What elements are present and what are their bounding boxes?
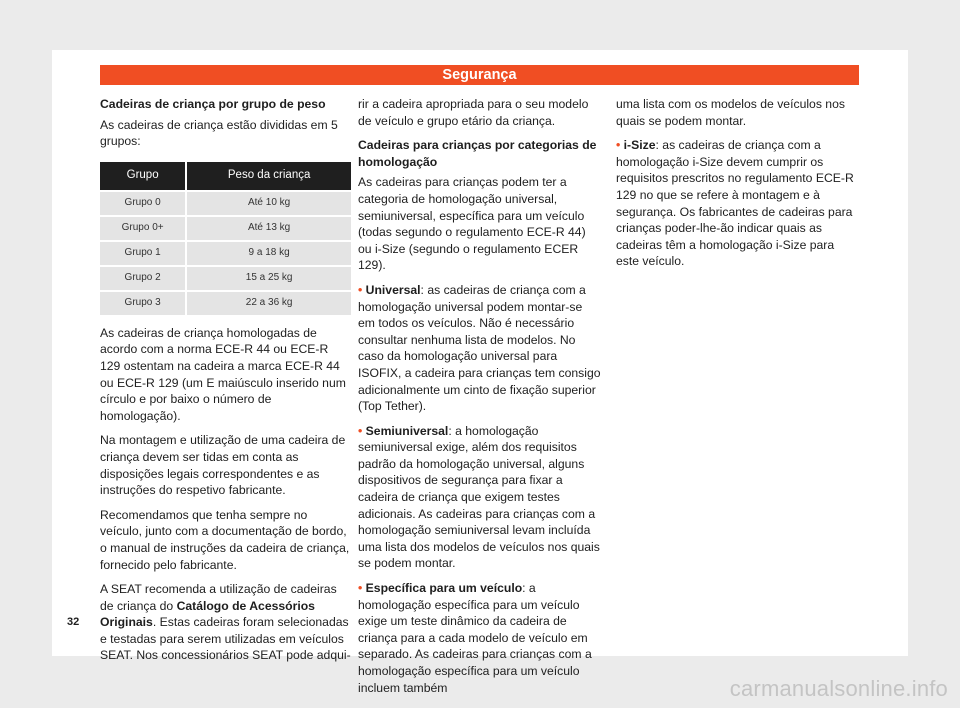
bullet-icon: • bbox=[358, 581, 363, 596]
table-cell-group: Grupo 0 bbox=[100, 192, 185, 215]
bullet-icon: • bbox=[616, 138, 621, 153]
bullet-icon: • bbox=[358, 282, 363, 297]
table-header-row bbox=[100, 162, 351, 190]
table-cell-group: Grupo 0+ bbox=[100, 217, 185, 240]
page-number: 32 bbox=[67, 616, 80, 628]
section-header bbox=[100, 65, 859, 85]
table-row bbox=[100, 267, 351, 290]
table-row bbox=[100, 217, 351, 240]
watermark: carmanualsonline.info bbox=[729, 676, 948, 701]
weight-groups-table bbox=[100, 160, 351, 317]
table-row bbox=[100, 242, 351, 265]
table-cell-weight: 15 a 25 kg bbox=[187, 267, 351, 290]
homologation-mark-paragraph: As cadeiras de criança homologadas de acordo com a norma ECE-R 44 ou ECE-R 129 ostentam na cadeira a marca ECE-R 44 ou ECE-R 129 (um E maiúsculo inserido num círculo e por baixo o número de homologação). bbox=[100, 325, 346, 423]
column-2 bbox=[358, 96, 601, 704]
continued-paragraph: rir a cadeira apropriada para o seu modelo de veículo e grupo etário da criança. bbox=[358, 97, 589, 128]
seat-recommendation-paragraph: A SEAT recomenda a utilização de cadeiras de criança do Catálogo de Acessórios Originais. Estas cadeiras foram selecionadas e testadas para serem utilizadas em veículos SEAT. Nos concessionários SEAT pode adqui- bbox=[100, 582, 351, 663]
table-cell-group: Grupo 1 bbox=[100, 242, 185, 265]
bullet-icon: • bbox=[358, 423, 363, 438]
column-1 bbox=[100, 96, 351, 672]
table-header-weight: Peso da criança bbox=[187, 162, 351, 190]
weight-groups-heading: Cadeiras de criança por grupo de peso bbox=[100, 97, 326, 111]
table-cell-weight: 9 a 18 kg bbox=[187, 242, 351, 265]
continued-paragraph: uma lista com os modelos de veículos nos quais se podem montar. bbox=[616, 97, 845, 128]
homologation-categories-heading: Cadeiras para crianças por categorias de homologação bbox=[358, 138, 597, 169]
table-cell-weight: Até 13 kg bbox=[187, 217, 351, 240]
list-item-vehicle-specific: • Específica para um veículo: a homologação específica para um veículo exige um teste dinâmico da cadeira de criança para a cada modelo de veículo em separado. As cadeiras para crianças com a homologação específica para um veículo incluem também bbox=[358, 581, 592, 695]
list-item-universal: • Universal: as cadeiras de criança com a homologação universal podem montar-se em todos os veículos. Não é necessário consultar nenhuma lista de modelos. No caso da homologação universal para ISOFIX, a cadeira para crianças tem consigo adicionalmente um cinto de fixação superior (Top Tether). bbox=[358, 282, 601, 414]
legal-provisions-paragraph: Na montagem e utilização de uma cadeira de criança devem ser tidas em conta as disposições legais correspondentes e as instruções do respetivo fabricante. bbox=[100, 433, 346, 498]
list-item-semiuniversal: • Semiuniversal: a homologação semiuniversal exige, além dos requisitos padrão da homologação universal, alguns dispositivos de segurança para fixar a cadeira de criança que exigem testes adicionais. As cadeiras para crianças com a homologação semiuniversal levam incluída uma lista dos modelos de veículos nos quais se podem montar. bbox=[358, 423, 600, 571]
homologation-categories-intro: As cadeiras para crianças podem ter a categoria de homologação universal, semiuniversal, específica para um veículo (todas segundo o regulamento ECE-R 44) ou i-Size (segundo o regulamento ECER 129). bbox=[358, 175, 586, 273]
weight-groups-intro: As cadeiras de criança estão divididas em 5 grupos: bbox=[100, 117, 338, 149]
table-cell-weight: 22 a 36 kg bbox=[187, 292, 351, 315]
table-cell-weight: Até 10 kg bbox=[187, 192, 351, 215]
table-row bbox=[100, 292, 351, 315]
table-header-group: Grupo bbox=[100, 162, 185, 190]
section-title: Segurança bbox=[442, 67, 517, 83]
accessories-catalog-term: Catálogo de Acessórios Originais bbox=[100, 598, 315, 630]
list-item-i-size: • i-Size: as cadeiras de criança com a homologação i-Size devem cumprir os requisitos prescritos no regulamento ECE-R 129 no que se refere à montagem e à segurança. Os fabricantes de cadeiras para crianças poder-lhe-ão indicar quais as cadeiras têm a homologação i-Size para este veículo. bbox=[616, 138, 854, 269]
column-3 bbox=[616, 96, 859, 278]
table-cell-group: Grupo 3 bbox=[100, 292, 185, 315]
keep-manual-paragraph: Recomendamos que tenha sempre no veículo, junto com a documentação de bordo, o manual de instruções da cadeira de criança, fornecido pelo fabricante. bbox=[100, 507, 350, 572]
table-row bbox=[100, 192, 351, 215]
table-cell-group: Grupo 2 bbox=[100, 267, 185, 290]
